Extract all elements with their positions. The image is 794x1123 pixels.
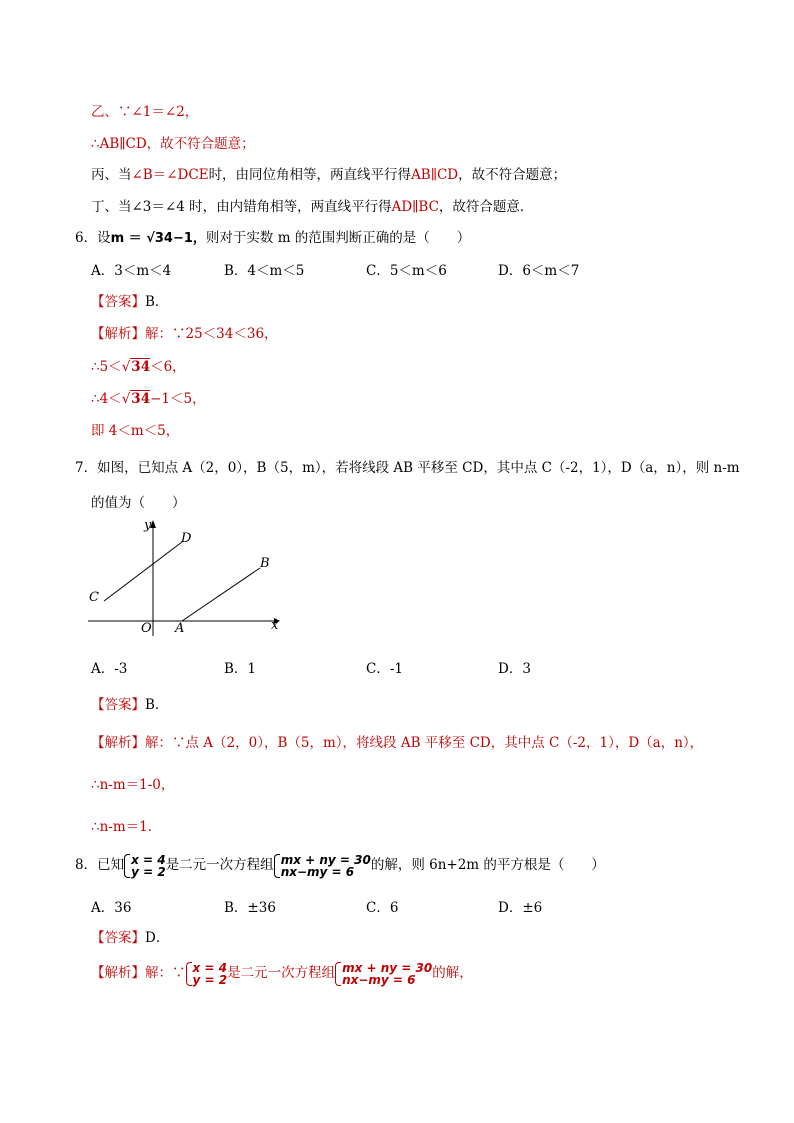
equation-system [274, 854, 371, 878]
question-6-stem [75, 229, 470, 248]
option-b: B．±36 [224, 900, 276, 916]
answer-tag: 【答案】 [91, 930, 145, 946]
coordinate-figure [86, 516, 286, 641]
option-d: D．±6 [498, 900, 543, 916]
equation-system [335, 962, 432, 986]
answer-tag: 【答案】 [91, 697, 145, 713]
text: 8．已知 [75, 857, 125, 873]
analysis-tag: 【解析】 [91, 326, 145, 342]
equation-system [186, 962, 228, 986]
option-c: C．-1 [366, 661, 403, 677]
answer-line [91, 929, 169, 947]
analysis-tag: 【解析】 [91, 965, 145, 981]
text: ∠B [131, 167, 153, 183]
option-d: D．6＜m＜7 [498, 263, 580, 279]
segment-ab [182, 568, 260, 621]
equation: y = 2 [192, 972, 228, 987]
answer-tag: 【答案】 [91, 294, 145, 310]
answer-value: B． [145, 697, 169, 713]
text: 的解，则 6n+2m 的平方根是（ ） [370, 857, 605, 873]
analysis-line [91, 734, 703, 752]
option-a: A．3＜m＜4 [91, 263, 172, 279]
text: 解：∵点 A（2，0），B（5，m），将线段 AB 平移至 CD，其中点 C（-2，1），D（a，n）， [145, 735, 704, 751]
answer-value: B． [145, 294, 169, 310]
solution-line-conclusion: ∴AB∥CD，故不符合题意； [91, 136, 255, 152]
equation: x = 4 [192, 960, 227, 975]
brace [274, 854, 280, 878]
analysis-step: ∴4＜√34−1＜5， [91, 391, 206, 407]
analysis-tag: 【解析】 [91, 735, 145, 751]
answer-value: D． [145, 930, 170, 946]
question-8-stem [75, 850, 605, 880]
option-c: C．6 [366, 900, 399, 916]
text: 解：∵ [145, 965, 186, 981]
equation: mx + ny = 30 [280, 852, 371, 867]
text: 是二元一次方程组 [165, 857, 274, 873]
text: 是二元一次方程组 [227, 965, 336, 981]
option-b: B．4＜m＜5 [224, 263, 305, 279]
text: ，故不符合题意； [458, 167, 567, 183]
analysis-step: ∴n-m＝1-0， [91, 777, 175, 793]
brace [124, 854, 130, 878]
text: AD∥BC [391, 199, 439, 215]
label-y: y [144, 518, 152, 533]
label-c: C [89, 590, 99, 605]
analysis-line [91, 958, 473, 988]
text: ∴5＜ [91, 359, 122, 375]
equation-system [124, 854, 166, 878]
option-c: C．5＜m＜6 [366, 263, 447, 279]
label-o: O [141, 621, 152, 636]
label-d: D [181, 531, 192, 546]
equation: nx−my = 6 [280, 864, 355, 879]
label-a: A [175, 621, 185, 636]
segment-cd [104, 542, 182, 601]
text: ∴4＜ [91, 391, 122, 407]
text: ，故符合题意． [438, 199, 534, 215]
analysis-line [91, 325, 278, 343]
text: ＝ [152, 167, 167, 183]
text: AB∥CD [411, 167, 459, 183]
equation: nx−my = 6 [342, 972, 416, 987]
analysis-step: 即 4＜m＜5， [91, 423, 180, 439]
label-x: x [271, 618, 279, 633]
label-b: B [260, 556, 270, 571]
question-7-stem-cont: 的值为（ ） [91, 495, 186, 511]
analysis-step: ∴5＜√34＜6， [91, 359, 186, 375]
option-a: A．-3 [91, 661, 128, 677]
answer-line [91, 696, 168, 714]
sqrt-radicand: 34 [131, 391, 151, 407]
text: 则对于实数 m 的范围判断正确的是（ ） [205, 230, 471, 246]
solution-line-bing [91, 166, 566, 184]
brace [186, 962, 192, 986]
text: 丁、当∠3＝∠4 时，由内错角相等，两直线平行得 [91, 199, 392, 215]
option-a: A．36 [91, 900, 132, 916]
text: 时，由同位角相等，两直线平行得 [208, 167, 412, 183]
answer-line [91, 293, 168, 311]
option-b: B．1 [224, 661, 257, 677]
text: ∠DCE [166, 167, 209, 183]
option-d: D．3 [498, 661, 531, 677]
text: 的解， [432, 965, 473, 981]
equation: mx + ny = 30 [342, 960, 433, 975]
solution-line-yi: 乙、∵∠1＝∠2， [91, 104, 199, 120]
solution-line-ding [91, 198, 533, 216]
text: 6．设 [75, 230, 111, 246]
analysis-step: ∴n-m＝1． [91, 819, 162, 835]
question-7-stem: 7．如图，已知点 A（2，0），B（5，m），若将线段 AB 平移至 CD，其中点 C（-2，1），D（a，n），则 n-m [75, 460, 740, 476]
text: −1＜5， [150, 391, 206, 407]
sqrt-radicand: 34 [131, 359, 151, 375]
equation: x = 4 [131, 852, 166, 867]
brace [335, 962, 341, 986]
formula: m ＝ √34−1， [110, 231, 206, 246]
text: 丙、当 [91, 167, 132, 183]
text: 解：∵25＜34＜36， [145, 326, 278, 342]
equation: y = 2 [131, 864, 166, 879]
text: ＜6， [150, 359, 186, 375]
